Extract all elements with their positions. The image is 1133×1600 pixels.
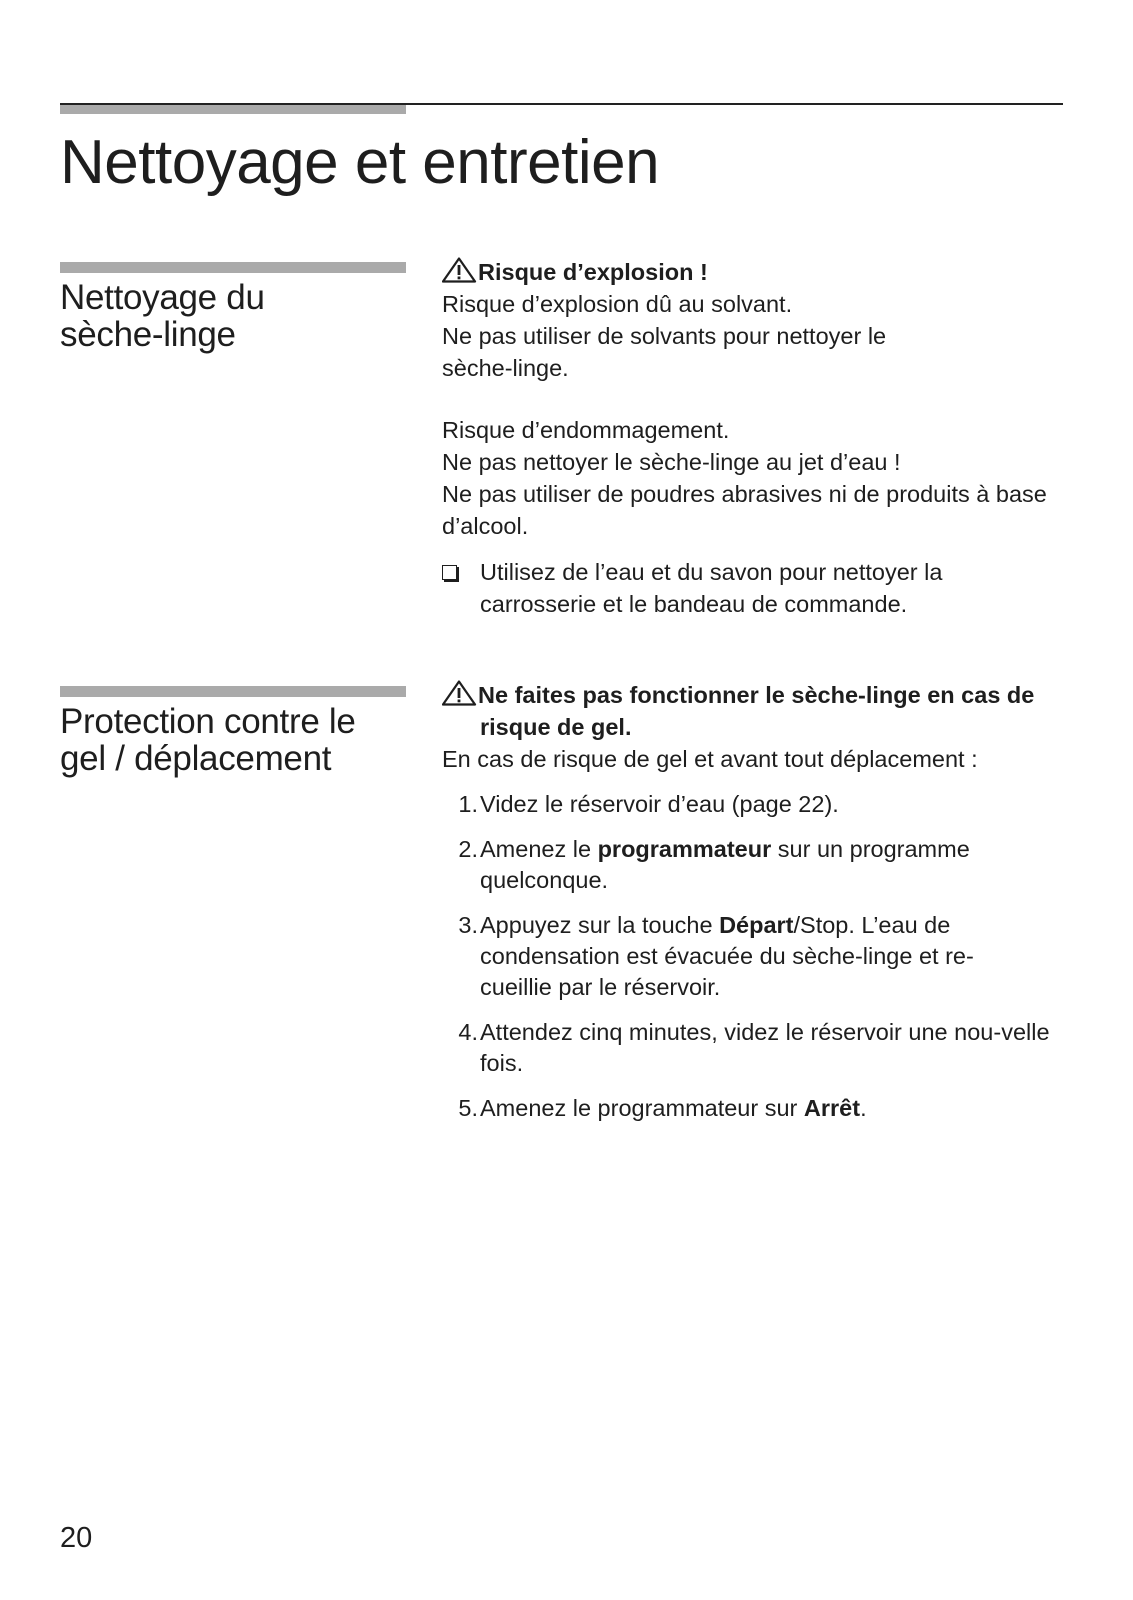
frost-steps-list: [442, 789, 1072, 1124]
bold-term: Arrêt: [803, 1095, 861, 1121]
section-title-line: Protection contre le: [60, 702, 356, 741]
list-item: [442, 789, 1072, 820]
damage-line: Ne pas utiliser de poudres abrasives ni de produits à base d’alcool.: [442, 481, 1047, 539]
section-rule-frost: [60, 686, 406, 697]
title-rule-thick: [60, 103, 406, 114]
step-text: Attendez cinq minutes, videz le réservoir une nou-velle fois.: [480, 1019, 1050, 1076]
step-text: Videz le réservoir d’eau (page 22).: [480, 791, 839, 817]
explosion-warning-heading: [442, 256, 1072, 288]
damage-line: Ne pas nettoyer le sèche-linge au jet d’eau !: [442, 449, 901, 475]
list-item: [442, 910, 1072, 1003]
list-item: [442, 1093, 1072, 1124]
frost-intro: En cas de risque de gel et avant tout déplacement :: [442, 746, 978, 772]
section-rule-cleaning: [60, 262, 406, 273]
damage-line: Risque d’endommagement.: [442, 417, 730, 443]
cleaning-content: [442, 256, 1072, 620]
step-number: 5.: [458, 1095, 478, 1121]
section-title-line: Nettoyage du: [60, 278, 265, 317]
bullet-text: Utilisez de l’eau et du savon pour nettoyer la carrosserie et le bandeau de commande.: [480, 559, 943, 617]
bold-term: programmateur: [597, 836, 772, 862]
section-title-cleaning: [60, 279, 265, 353]
warning-line: Risque d’explosion dû au solvant.: [442, 291, 793, 317]
warning-line: Ne pas utiliser de solvants pour nettoyer le sèche-linge.: [442, 323, 887, 381]
list-item: [442, 834, 1072, 896]
section-title-line: gel / déplacement: [60, 739, 332, 778]
page-number: 20: [60, 1522, 93, 1554]
frost-content: [442, 679, 1072, 1138]
step-number: 2.: [458, 836, 478, 862]
frost-warning-heading: [442, 679, 1100, 743]
step-number: 3.: [458, 912, 478, 938]
bold-term: Départ: [719, 912, 794, 938]
step-number: 4.: [458, 1019, 478, 1045]
step-text: Amenez le programmateur sur un programme quelconque.: [480, 836, 970, 893]
title-rule-thin: [60, 103, 1063, 105]
warning-heading-text: Ne faites pas fonctionner le sèche-linge en cas de risque de gel.: [478, 682, 1035, 740]
list-item: [442, 1017, 1072, 1079]
section-title-line: sèche-linge: [60, 315, 236, 354]
warning-triangle-icon: [442, 680, 478, 706]
warning-heading-text: Risque d’explosion !: [478, 259, 708, 285]
checkbox-bullet-icon: [442, 565, 457, 580]
cleaning-bullet: [442, 556, 1072, 620]
step-number: 1.: [458, 791, 478, 817]
section-title-frost: [60, 703, 356, 777]
step-text: Amenez le programmateur sur Arrêt.: [480, 1095, 867, 1121]
warning-triangle-icon: [442, 257, 478, 283]
step-text: Appuyez sur la touche Départ/Stop. L’eau de condensation est évacuée du sèche-linge et re-cueillie par le réservoir.: [480, 912, 974, 1000]
page-title: Nettoyage et entretien: [60, 128, 660, 197]
